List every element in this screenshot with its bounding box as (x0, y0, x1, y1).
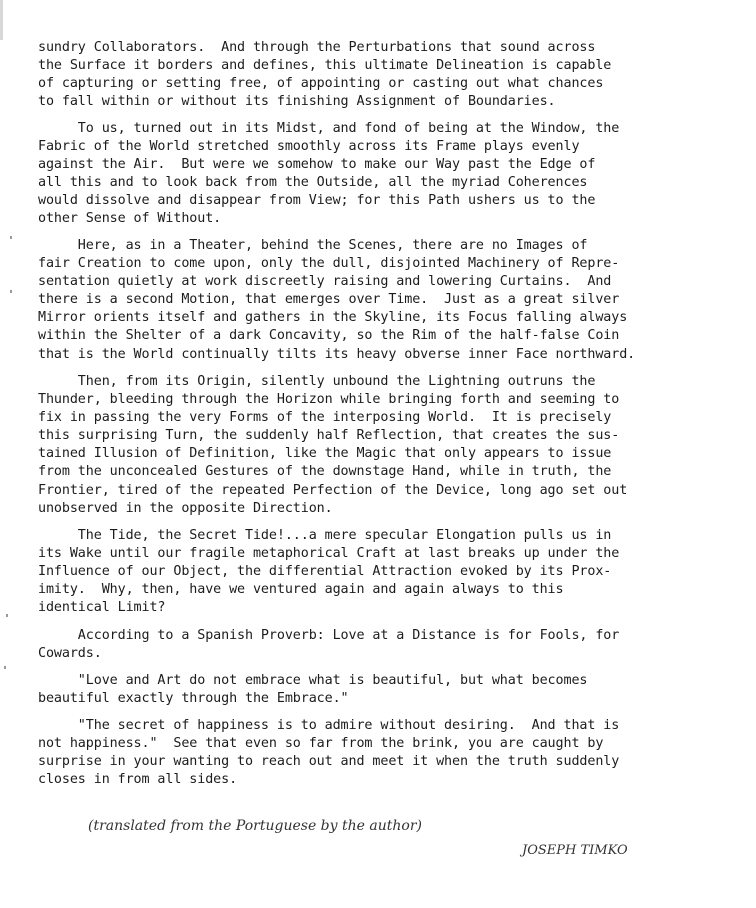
paragraph-4 (38, 373, 718, 518)
text-line: its Wake until our fragile metaphorical Craft at last breaks up under the (38, 546, 620, 562)
text-line: that is the World continually tilts its heavy obverse inner Face northward. (38, 346, 636, 362)
text-line: Cowards. (38, 646, 102, 662)
text-line: Influence of our Object, the differential Attraction evoked by its Prox- (38, 564, 612, 580)
text-line: beautiful exactly through the Embrace." (38, 691, 349, 707)
text-line: not happiness." See that even so far from the brink, you are caught by (38, 736, 604, 752)
text-line: unobserved in the opposite Direction. (38, 500, 333, 516)
text-line: there is a second Motion, that emerges over Time. Just as a great silver (38, 292, 620, 308)
text-line: "Love and Art do not embrace what is beautiful, but what becomes (38, 673, 588, 688)
author-signature: JOSEPH TIMKO (522, 843, 628, 858)
text-line: other Sense of Without. (38, 211, 222, 227)
text-line: Mirror orients itself and gathers in the Skyline, its Focus falling always (38, 310, 628, 326)
text-line: of capturing or setting free, of appointing or casting out what chances (38, 76, 604, 92)
text-line: Frontier, tired of the repeated Perfection of the Device, long ago set out (38, 482, 628, 498)
text-line: Then, from its Origin, silently unbound the Lightning outruns the (38, 374, 596, 389)
text-line: to fall within or without its finishing Assignment of Boundaries. (38, 94, 556, 110)
text-line: According to a Spanish Proverb: Love at a Distance is for Fools, for (38, 628, 620, 643)
page-edge-mark (0, 0, 3, 40)
text-line: Fabric of the World stretched smoothly across its Frame plays evenly (38, 139, 580, 155)
text-line: tained Illusion of Definition, like the Magic that only appears to issue (38, 446, 612, 462)
text-line: from the unconcealed Gestures of the downstage Hand, while in truth, the (38, 464, 612, 480)
text-line: the Surface it borders and defines, this ultimate Delineation is capable (38, 58, 612, 74)
paragraph-3 (38, 237, 718, 364)
text-line: this surprising Turn, the suddenly half Reflection, that creates the sus- (38, 428, 620, 444)
paragraph-1 (38, 39, 718, 111)
paragraph-8 (38, 717, 718, 789)
text-line: imity. Why, then, have we ventured again and again always to this (38, 582, 564, 598)
text-line: Here, as in a Theater, behind the Scenes, there are no Images of (38, 238, 588, 253)
scan-speck (6, 614, 8, 617)
scan-speck (4, 666, 6, 669)
paragraph-6 (38, 627, 718, 663)
scan-speck (10, 290, 12, 293)
paragraph-7 (38, 672, 718, 708)
text-line: "The secret of happiness is to admire without desiring. And that is (38, 718, 620, 733)
text-line: The Tide, the Secret Tide!...a mere specular Elongation pulls us in (38, 528, 612, 543)
text-line: surprise in your wanting to reach out and meet it when the truth suddenly (38, 754, 620, 770)
text-line: Thunder, bleeding through the Horizon while bringing forth and seeming to (38, 392, 620, 408)
text-line: against the Air. But were we somehow to make our Way past the Edge of (38, 157, 596, 173)
text-line: would dissolve and disappear from View; for this Path ushers us to the (38, 193, 596, 209)
text-line: within the Shelter of a dark Concavity, so the Rim of the half-false Coin (38, 328, 620, 344)
text-line: To us, turned out in its Midst, and fond of being at the Window, the (38, 121, 620, 136)
text-line: identical Limit? (38, 600, 166, 616)
text-line: fix in passing the very Forms of the interposing World. It is precisely (38, 410, 612, 426)
translation-note: (translated from the Portuguese by the author) (88, 818, 422, 834)
paragraph-2 (38, 120, 718, 229)
text-line: sentation quietly at work discreetly raising and lowering Curtains. And (38, 274, 612, 290)
text-line: all this and to look back from the Outside, all the myriad Coherences (38, 175, 588, 191)
text-line: sundry Collaborators. And through the Perturbations that sound across (38, 40, 596, 55)
text-line: closes in from all sides. (38, 772, 238, 788)
paragraph-5 (38, 527, 718, 617)
text-line: fair Creation to come upon, only the dull, disjointed Machinery of Repre- (38, 256, 620, 272)
scan-speck (10, 236, 12, 239)
